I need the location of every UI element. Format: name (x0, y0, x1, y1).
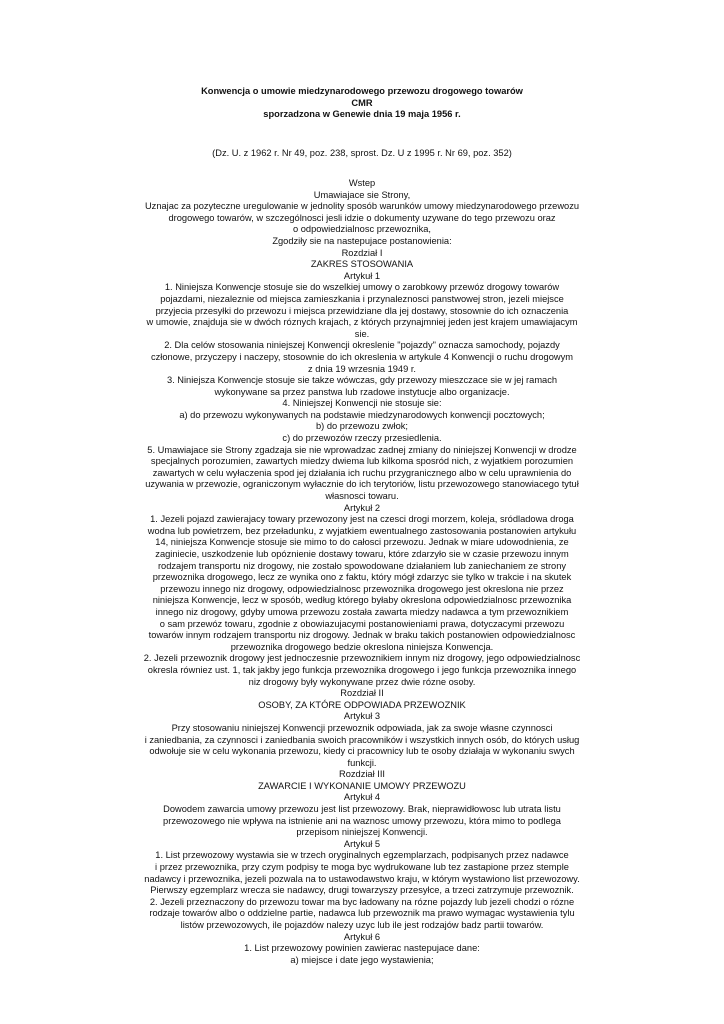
text-line: w umowie, znajduja sie w dwóch róznych krajach, z których przynajmniej jeden jest krajem umawiajacym (146, 317, 578, 328)
title-line: Konwencja o umowie miedzynarodowego przewozu drogowego towarów (201, 86, 523, 96)
text-line: Rozdział II (340, 688, 384, 699)
document-body (100, 178, 624, 966)
text-line: o odpowiedzialnosc przewoznika, (293, 224, 431, 235)
text-line: Zgodziły sie na nastepujace postanowienia: (272, 235, 452, 246)
text-line: Przy stosowaniu niniejszej Konwencji przewoznik odpowiada, jak za swoje własne czynnosci (171, 722, 553, 733)
text-line: uzywania w przewozie, ograniczonym wyłacznie do ich terytoriów, listu przewozowego stanowiacego tytuł (145, 479, 579, 490)
text-line: 3. Niniejsza Konwencje stosuje sie takze wówczas, gdy przewozy mieszczace sie w jej ramach (166, 375, 558, 386)
text-line: przewozowego nie wpływa na istnienie ani na waznosc umowy przewozu, która mimo to podlega (163, 815, 561, 826)
text-line: przewozu innego niz drogowy, odpowiedzialnosc przewoznika drogowego jest okreslona nie przez (160, 583, 564, 594)
text-line: 1. List przewozowy powinien zawierac nastepujace dane: (244, 943, 480, 954)
text-line: członowe, przyczepy i naczepy, stosownie do ich okreslenia w artykule 4 Konwencji o ruchu drogowym (150, 351, 573, 362)
text-line: 2. Jezeli przeznaczony do przewozu towar ma byc ładowany na rózne pojazdy lub jezeli chodzi o rózne (149, 896, 575, 907)
text-line: Artykuł 2 (343, 502, 381, 513)
text-line: przepisom niniejszej Konwencji. (296, 827, 428, 838)
text-line: nadawcy i przewoznika, jezeli pozwala na to ustawodawstwo kraju, w którym wystawiono list przewozowy. (144, 873, 580, 884)
text-line: c) do przewozów rzeczy przesiedlenia. (282, 433, 442, 444)
text-line: Artykuł 1 (343, 270, 381, 281)
text-line: drogowego towarów, w szczególnosci jesli idzie o dokumenty uzywane do tego przewozu oraz (168, 212, 556, 223)
text-line: Artykuł 4 (343, 792, 381, 803)
text-line: i zaniedbania, za czynnosci i zaniedbania swoich pracowników i wszystkich innych osób, do których usług (144, 734, 580, 745)
text-line: przewoznika drogowego bedzie okreslona niniejsza Konwencja. (230, 641, 494, 652)
text-line: wodna lub powietrzem, bez przeładunku, z wyjatkiem ewentualnego zastosowania postanowien artykułu (147, 525, 577, 536)
text-line: Rozdział I (341, 247, 383, 258)
text-line: sie. (354, 328, 370, 339)
text-line: z dnia 19 wrzesnia 1949 r. (307, 363, 416, 374)
text-line: rodzajem transportu niz drogowy, nie zostało spowodowane działaniem lub zaniechaniem ze strony (157, 560, 567, 571)
text-line: wykonywane sa przez panstwa lub rzadowe instytucje albo organizacje. (214, 386, 510, 397)
text-line: innego niz drogowy, gdyby umowa przewozu została zawarta miedzy nadawca a tym przewoznikiem (155, 606, 569, 617)
text-line: a) do przewozu wykonywanych na podstawie miedzynarodowych konwencji pocztowych; (179, 409, 545, 420)
text-line: specjalnych porozumien, zawartych miedzy dwiema lub kilkoma sposród nich, z wyjatkiem porozumien (150, 456, 574, 467)
title-line: CMR (351, 97, 373, 108)
text-line: i przez przewoznika, przy czym podpisy te moga byc wydrukowane lub tez zastapione przez stemple (155, 862, 569, 873)
text-line: Wstep (348, 178, 376, 188)
text-line: Artykuł 6 (343, 931, 381, 942)
source-citation (90, 148, 634, 160)
text-line: rodzaje towarów albo o oddzielne partie, nadawca lub przewoznik ma prawo wymagac wystawienia tylu (149, 908, 575, 919)
text-line: b) do przewozu zwłok; (316, 421, 408, 432)
text-line: 1. List przewozowy wystawia sie w trzech oryginalnych egzemplarzach, podpisanych przez nadawce (155, 850, 569, 861)
text-line: a) miejsce i date jego wystawienia; (290, 954, 434, 965)
text-line: niz drogowy były wykonywane przez dwie rózne osoby. (248, 676, 476, 687)
text-line: odwołuje sie w celu wykonania przewozu, kiedy ci pracownicy lub te osoby działaja w wykonaniu swych (149, 746, 575, 757)
text-line: przewoznika drogowego, lecz ze wynika ono z faktu, który mógł zdarzyc sie tylko w trakcie i na skutek (152, 572, 572, 583)
text-line: Artykuł 3 (343, 711, 381, 722)
text-line: towarów innym rodzajem transportu niz drogowy. Jednak w braku takich postanowien odpowiedzialnosc (148, 630, 576, 641)
text-line: 1. Jezeli pojazd zawierajacy towary przewozony jest na czesci drogi morzem, koleja, sródladowa droga (150, 514, 574, 525)
text-line: 5. Umawiajace sie Strony zgadzaja sie nie wprowadzac zadnej zmiany do niniejszej Konwencji w drodze (147, 444, 577, 455)
text-line: Uznajac za pozyteczne uregulowanie w jednolity sposób warunków umowy miedzynarodowego przewozu (144, 201, 580, 212)
document-title (90, 86, 634, 121)
text-line: Pierwszy egzemplarz wrecza sie nadawcy, drugi towarzyszy przesyłce, a trzeci zatrzymuje przewoznik. (150, 885, 574, 896)
text-line: 4. Niniejszej Konwencji nie stosuje sie: (282, 398, 442, 409)
text-line: Dowodem zawarcia umowy przewozu jest list przewozowy. Brak, nieprawidłowosc lub utrata listu (163, 804, 561, 815)
title-line: sporzadzona w Genewie dnia 19 maja 1956 r. (263, 109, 461, 120)
text-line: funkcji. (347, 757, 377, 768)
text-line: zawartych w celu wyłaczenia spod jej działania ich ruchu przygranicznego albo w celu uprawnienia do (152, 467, 572, 478)
text-line: 2. Jezeli przewoznik drogowy jest jednoczesnie przewoznikiem innym niz drogowy, jego odpowiedzialnosc (143, 653, 581, 664)
text-line: 1. Niniejsza Konwencje stosuje sie do wszelkiej umowy o zarobkowy przewóz drogowy towarów (164, 282, 560, 293)
text-line: pojazdami, niezaleznie od miejsca zamieszkania i przynaleznosci panstwowej stron, jezeli miejsce (160, 293, 564, 304)
text-line: 14, niniejsza Konwencje stosuje sie mimo to do całosci przewozu. Jednak w miare udowodnienia, ze (155, 537, 569, 548)
text-line: niniejsza Konwencje, lecz w sposób, według którego byłaby okreslona odpowiedzialnosc przewoznika (152, 595, 572, 606)
text-line: listów przewozowych, ile pojazdów nalezy uzyc lub ile jest rodzajów badz partii towarów. (180, 920, 544, 930)
text-line: ZAKRES STOSOWANIA (310, 259, 414, 270)
text-line: o sam przewóz towaru, zgodnie z obowiazujacymi postanowieniami prawa, dotyczacymi przewozu (159, 618, 565, 629)
text-line: zaginiecie, uszkodzenie lub opóznienie dostawy towaru, które zdarzyło sie w czasie przewozu innym (155, 549, 569, 559)
text-line: ZAWARCIE I WYKONANIE UMOWY PRZEWOZU (258, 780, 466, 791)
text-line: Umawiajace sie Strony, (313, 189, 411, 200)
text-line: własnosci towaru. (325, 491, 399, 502)
text-line: OSOBY, ZA KTÓRE ODPOWIADA PRZEWOZNIK (258, 699, 466, 710)
text-line: Artykuł 5 (343, 838, 381, 849)
text-line: Rozdział III (339, 769, 385, 780)
source-text: (Dz. U. z 1962 r. Nr 49, poz. 238, sprost. Dz. U z 1995 r. Nr 69, poz. 352) (212, 148, 512, 158)
text-line: okresla równiez ust. 1, tak jakby jego funkcja przewoznika drogowego i jego funkcja przewoznika innego (147, 664, 577, 675)
text-line: 2. Dla celów stosowania niniejszej Konwencji okreslenie "pojazdy" oznacza samochody, pojazdy (164, 340, 560, 351)
text-line: przyjecia przesyłki do przewozu i miejsca przewidziane dla jej dostawy, stosownie do ich oznaczenia (155, 305, 569, 316)
